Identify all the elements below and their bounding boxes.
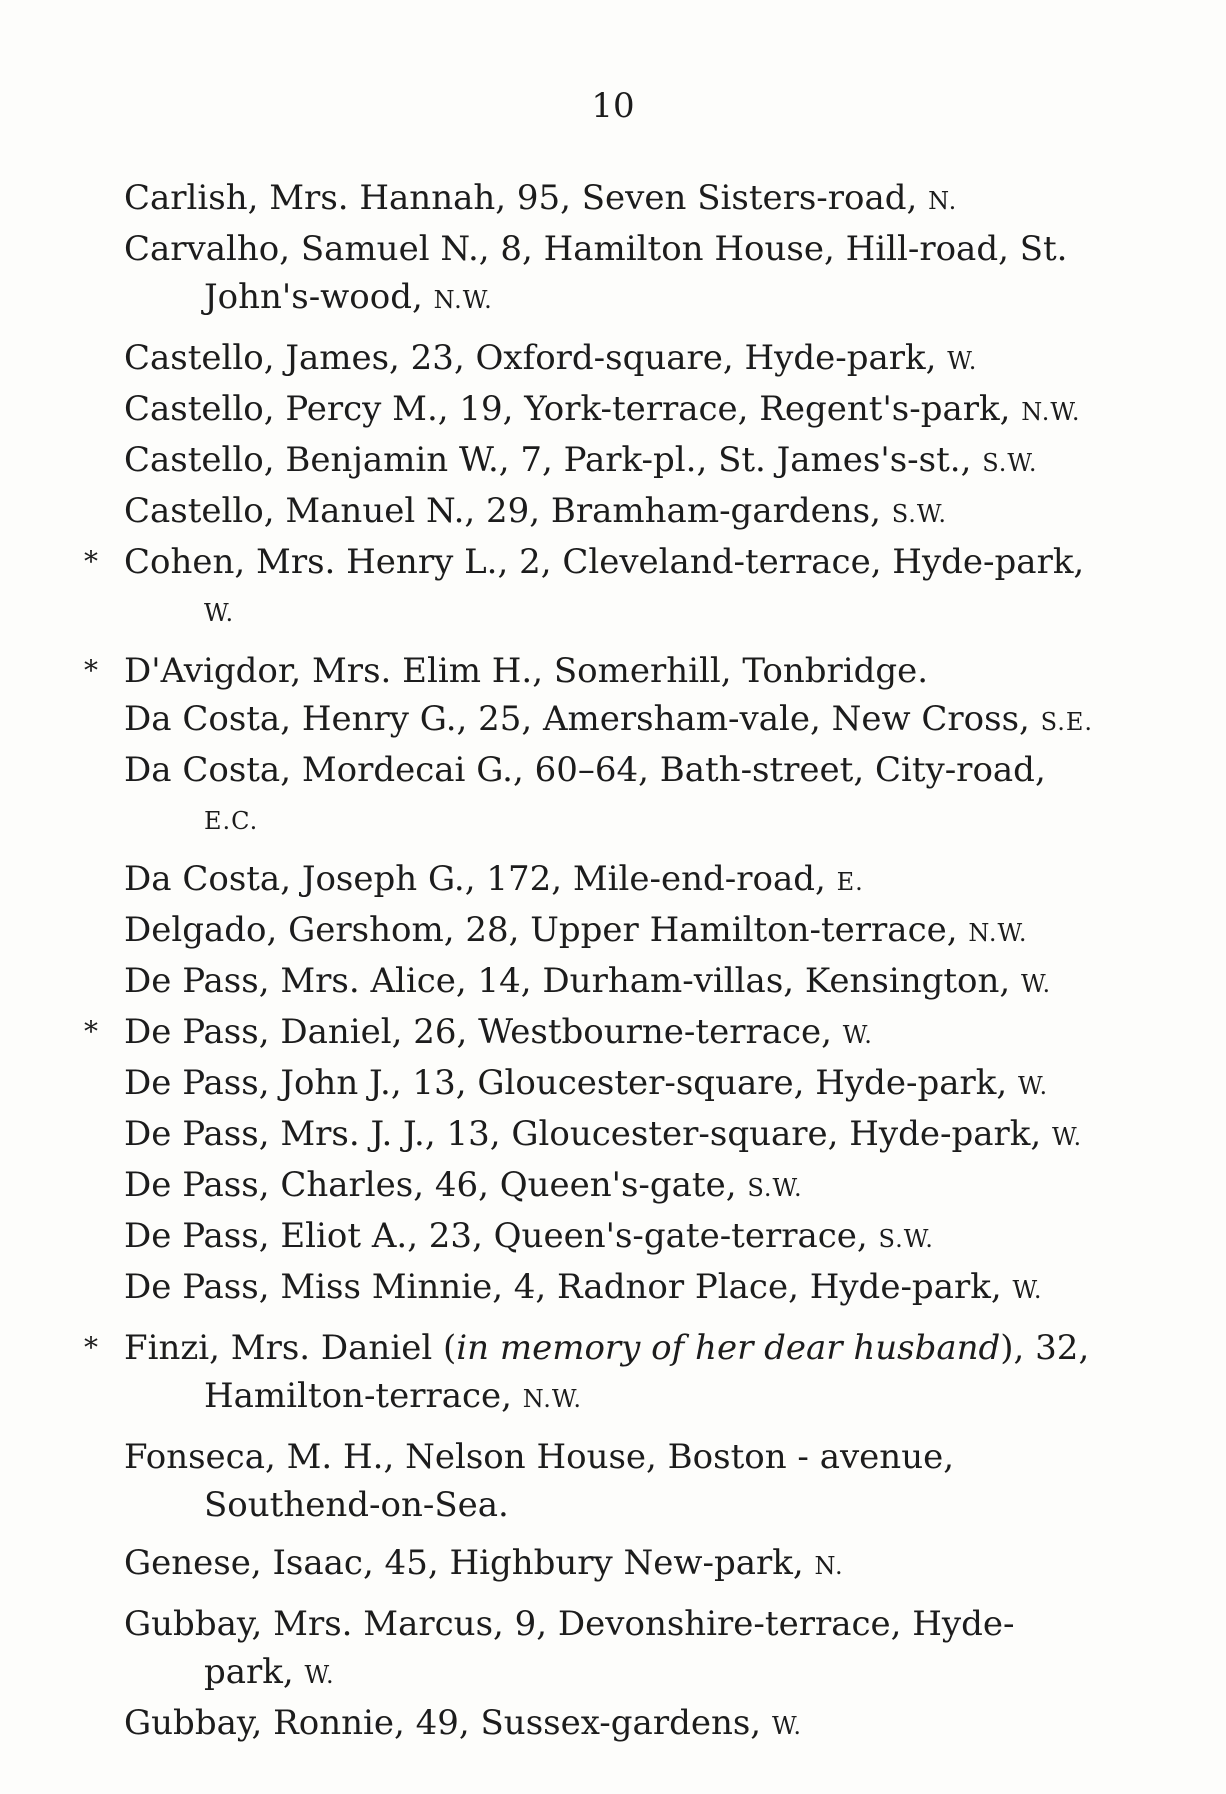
list-item — [124, 1059, 1104, 1110]
entry-text: Da Costa, Joseph G., 172, Mile-end-road, — [124, 859, 837, 899]
entry-text: Finzi, Mrs. Daniel ( — [124, 1328, 457, 1368]
list-item — [124, 174, 1104, 225]
entry-text: De Pass, Charles, 46, Queen's-gate, — [124, 1165, 748, 1205]
list-item — [124, 1433, 1104, 1529]
list-item — [124, 1600, 1104, 1699]
entry-text: De Pass, Mrs. Alice, 14, Durham-villas, Kensington, — [124, 961, 1022, 1001]
postal-district: N.W. — [968, 919, 1028, 947]
asterisk-marker: * — [84, 1015, 98, 1048]
postal-district: W. — [204, 599, 235, 627]
postal-district: W. — [1012, 1276, 1043, 1304]
list-item — [124, 746, 1104, 845]
entry-text: Da Costa, Mordecai G., 60–64, Bath-street, City-road, — [124, 750, 1046, 790]
list-item — [124, 334, 1104, 385]
list-item — [124, 225, 1104, 324]
list-item — [124, 1110, 1104, 1161]
entry-text: Genese, Isaac, 45, Highbury New-park, — [124, 1543, 815, 1583]
list-item — [84, 538, 1104, 637]
postal-district: S.W. — [982, 449, 1038, 477]
entry-text: Fonseca, M. H., Nelson House, Boston - avenue, Southend-on-Sea. — [124, 1437, 955, 1525]
subscriber-list — [84, 174, 1104, 1750]
postal-district: S.W. — [747, 1174, 803, 1202]
postal-district: W. — [1017, 1072, 1049, 1100]
entry-text: Carvalho, Samuel N., 8, Hamilton House, Hill-road, St. John's-wood, — [124, 229, 1068, 317]
page-number: 10 — [591, 86, 635, 126]
postal-district: N.W. — [522, 1385, 582, 1413]
list-item — [124, 1699, 1104, 1750]
entry-text-continued: ), 32, Hamilton-terrace, — [204, 1328, 1090, 1416]
list-item — [84, 1324, 1104, 1423]
list-item — [124, 436, 1104, 487]
postal-district: W. — [947, 347, 978, 375]
asterisk-marker: * — [84, 654, 98, 687]
entry-text: Da Costa, Henry G., 25, Amersham-vale, New Cross, — [124, 699, 1041, 739]
postal-district: N.W. — [1021, 398, 1081, 426]
list-item — [124, 1161, 1104, 1212]
list-item — [124, 957, 1104, 1008]
postal-district: S.W. — [878, 1225, 934, 1253]
list-item — [84, 647, 1104, 695]
postal-district: N.W. — [433, 286, 493, 314]
asterisk-marker: * — [84, 545, 98, 578]
asterisk-marker: * — [84, 1331, 98, 1364]
postal-district: E.C. — [204, 807, 259, 835]
list-item — [124, 487, 1104, 538]
entry-text: Cohen, Mrs. Henry L., 2, Cleveland-terrace, Hyde-park, — [124, 542, 1085, 582]
list-item — [124, 1263, 1104, 1314]
entry-text: Castello, Percy M., 19, York-terrace, Regent's-park, — [124, 389, 1022, 429]
postal-district: W. — [1021, 970, 1052, 998]
entry-text: D'Avigdor, Mrs. Elim H., Somerhill, Tonbridge. — [124, 651, 929, 691]
postal-district: W. — [1052, 1123, 1083, 1151]
entry-text: De Pass, Miss Minnie, 4, Radnor Place, Hyde-park, — [124, 1267, 1013, 1307]
entry-text: De Pass, Eliot A., 23, Queen's-gate-terrace, — [124, 1216, 879, 1256]
entry-text: De Pass, Daniel, 26, Westbourne-terrace, — [124, 1012, 843, 1052]
postal-district: W. — [771, 1712, 803, 1740]
list-item — [124, 906, 1104, 957]
entry-text: Castello, Benjamin W., 7, Park-pl., St. James's-st., — [124, 440, 983, 480]
postal-district: E. — [836, 868, 864, 896]
list-item — [124, 695, 1104, 746]
list-item — [124, 1212, 1104, 1263]
postal-district: N. — [814, 1552, 844, 1580]
list-item — [84, 1008, 1104, 1059]
entry-text: Castello, Manuel N., 29, Bramham-gardens, — [124, 491, 892, 531]
postal-district: N. — [928, 187, 958, 215]
entry-text: Gubbay, Ronnie, 49, Sussex-gardens, — [124, 1703, 772, 1743]
entry-text: De Pass, John J., 13, Gloucester-square, Hyde-park, — [124, 1063, 1018, 1103]
list-item — [124, 855, 1104, 906]
entry-text: Gubbay, Mrs. Marcus, 9, Devonshire-terrace, Hyde-park, — [124, 1604, 1015, 1692]
entry-note: in memory of her dear husband — [456, 1328, 1001, 1368]
postal-district: W. — [842, 1021, 873, 1049]
entry-text: Castello, James, 23, Oxford-square, Hyde-park, — [124, 338, 948, 378]
entry-text: De Pass, Mrs. J. J., 13, Gloucester-square, Hyde-park, — [124, 1114, 1052, 1154]
list-item — [124, 385, 1104, 436]
postal-district: S.E. — [1040, 708, 1094, 736]
entry-text: Carlish, Mrs. Hannah, 95, Seven Sisters-road, — [124, 178, 929, 218]
postal-district: W. — [304, 1661, 335, 1689]
list-item — [124, 1539, 1104, 1590]
entry-text: Delgado, Gershom, 28, Upper Hamilton-terrace, — [124, 910, 969, 950]
postal-district: S.W. — [891, 500, 948, 528]
